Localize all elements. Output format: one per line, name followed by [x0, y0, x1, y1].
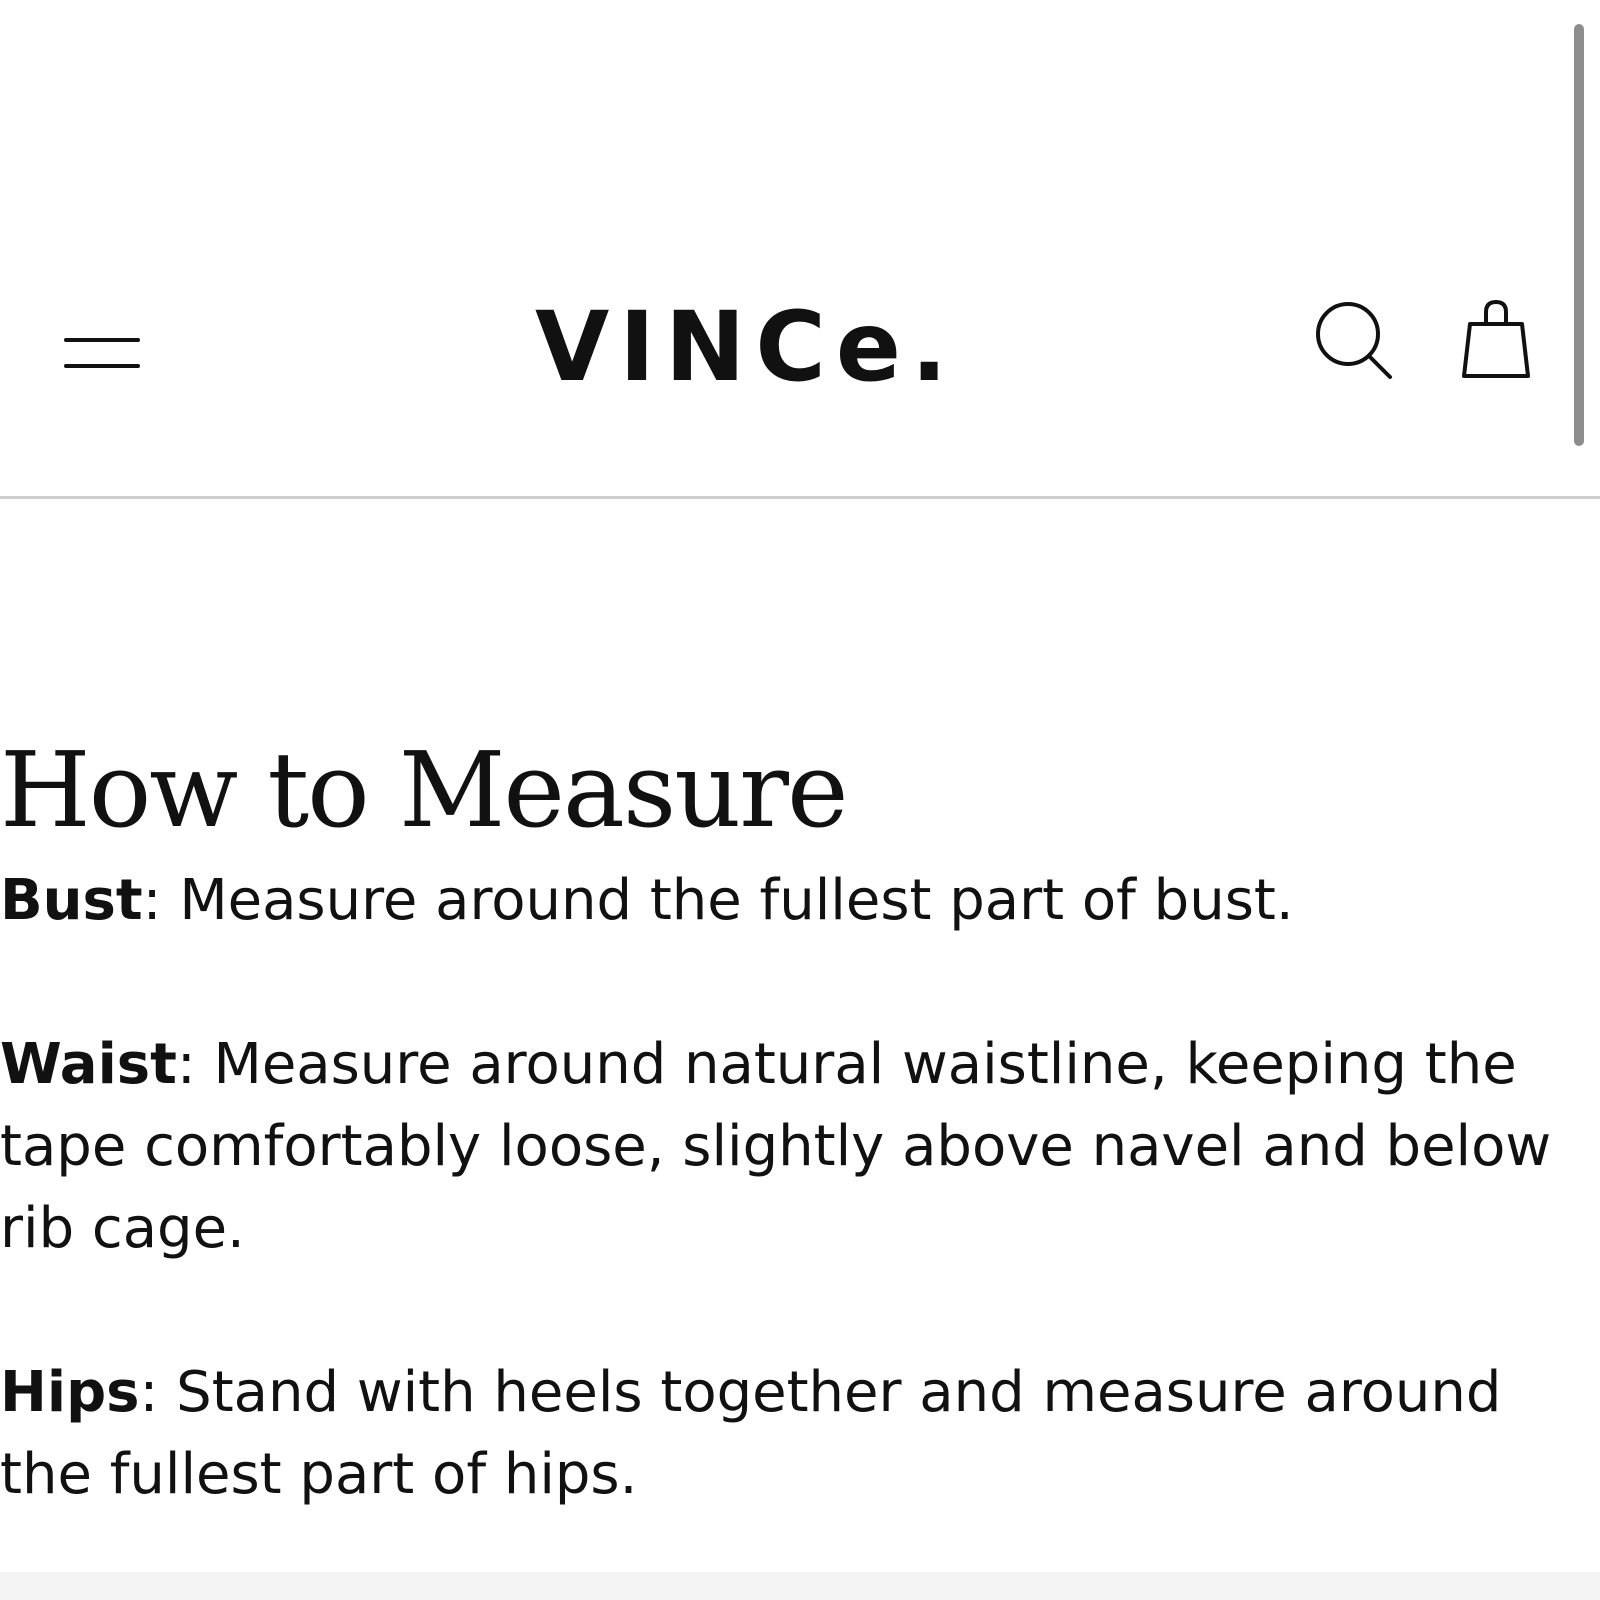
brand-logo[interactable]	[535, 291, 1065, 403]
list-item-term: Hips	[0, 1360, 140, 1425]
shopping-bag-icon	[1458, 298, 1534, 384]
hamburger-menu-icon	[56, 322, 146, 382]
menu-button[interactable]	[56, 322, 146, 382]
list-item-hips	[0, 1352, 1600, 1516]
list-item-bust	[0, 860, 1600, 942]
brand-logo-text: VINCe.	[535, 291, 958, 403]
size-guide-content	[0, 720, 1600, 1598]
list-item-waist	[0, 1024, 1600, 1270]
list-item-text: Measure around the fullest part of bust.	[161, 868, 1294, 933]
list-item-separator: :	[142, 868, 162, 933]
list-item-separator: :	[139, 1360, 159, 1425]
list-item-term: Waist	[0, 1032, 177, 1097]
site-header	[0, 0, 1600, 498]
measurement-list	[0, 860, 1600, 1516]
search-icon	[1312, 300, 1402, 384]
list-item-text: Measure around natural waistline, keeping the tape comfortably loose, slightly above navel and below rib cage.	[0, 1032, 1552, 1261]
header-divider	[0, 496, 1600, 499]
page-title: How to Measure	[0, 729, 847, 851]
scrollbar-thumb[interactable]	[1574, 24, 1584, 446]
list-item-term: Bust	[0, 868, 143, 933]
search-button[interactable]	[1312, 300, 1402, 384]
shopping-bag-button[interactable]	[1458, 298, 1534, 384]
page-bottom-edge	[0, 1572, 1600, 1600]
list-item-text: Stand with heels together and measure around the fullest part of hips.	[0, 1360, 1502, 1507]
list-item-separator: :	[176, 1032, 196, 1097]
